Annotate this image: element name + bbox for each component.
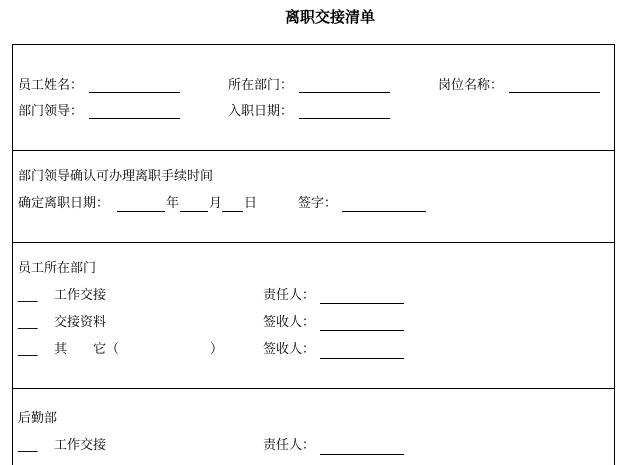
- entry-date-field[interactable]: [299, 118, 390, 119]
- resign-year-field[interactable]: [117, 211, 165, 212]
- check-blank[interactable]: ___: [18, 342, 38, 357]
- table-border-top: [12, 44, 614, 45]
- dept-leader-label: 部门领导：: [18, 104, 84, 119]
- entry-date-label: 入职日期：: [228, 104, 294, 119]
- employee-name-field[interactable]: [89, 92, 180, 93]
- recipient-label: 签收人：: [263, 315, 316, 330]
- position-field[interactable]: [509, 92, 600, 93]
- responsible-label: 责任人：: [263, 288, 316, 303]
- check-blank[interactable]: ___: [18, 438, 38, 453]
- resign-day-field[interactable]: [222, 211, 243, 212]
- signature-field[interactable]: [342, 211, 426, 212]
- section-divider: [12, 388, 614, 389]
- section-divider: [12, 242, 614, 243]
- recipient-label: 签收人：: [263, 342, 316, 357]
- handover-item-label: 工作交接: [54, 288, 107, 303]
- logistics-heading: 后勤部: [18, 411, 58, 426]
- signature-label: 签字：: [298, 196, 338, 211]
- recipient-field[interactable]: [320, 358, 404, 359]
- responsible-label: 责任人：: [263, 438, 316, 453]
- resign-month-field[interactable]: [180, 211, 208, 212]
- check-blank[interactable]: ___: [18, 288, 38, 303]
- recipient-field[interactable]: [320, 330, 404, 331]
- dept-leader-field[interactable]: [89, 118, 180, 119]
- department-label: 所在部门：: [228, 78, 294, 93]
- handover-item-label: 工作交接: [54, 438, 107, 453]
- position-label: 岗位名称：: [438, 78, 504, 93]
- department-field[interactable]: [299, 92, 390, 93]
- handover-item-label: 交接资料: [54, 315, 107, 330]
- document-title: 离职交接清单: [285, 8, 376, 26]
- resign-date-label: 确定离职日期：: [18, 196, 110, 211]
- table-border-left: [12, 44, 13, 465]
- table-border-right: [614, 44, 615, 465]
- confirm-heading: 部门领导确认可办理离职手续时间: [18, 169, 214, 184]
- dept-section-heading: 员工所在部门: [18, 261, 97, 276]
- section-divider: [12, 150, 614, 151]
- month-label: 月: [209, 196, 223, 211]
- employee-name-label: 员工姓名：: [18, 78, 84, 93]
- day-label: 日: [244, 196, 258, 211]
- check-blank[interactable]: ___: [18, 315, 38, 330]
- year-label: 年: [166, 196, 180, 211]
- handover-item-label: 其 它（ ）: [54, 342, 224, 357]
- responsible-field[interactable]: [320, 303, 404, 304]
- responsible-field[interactable]: [320, 454, 404, 455]
